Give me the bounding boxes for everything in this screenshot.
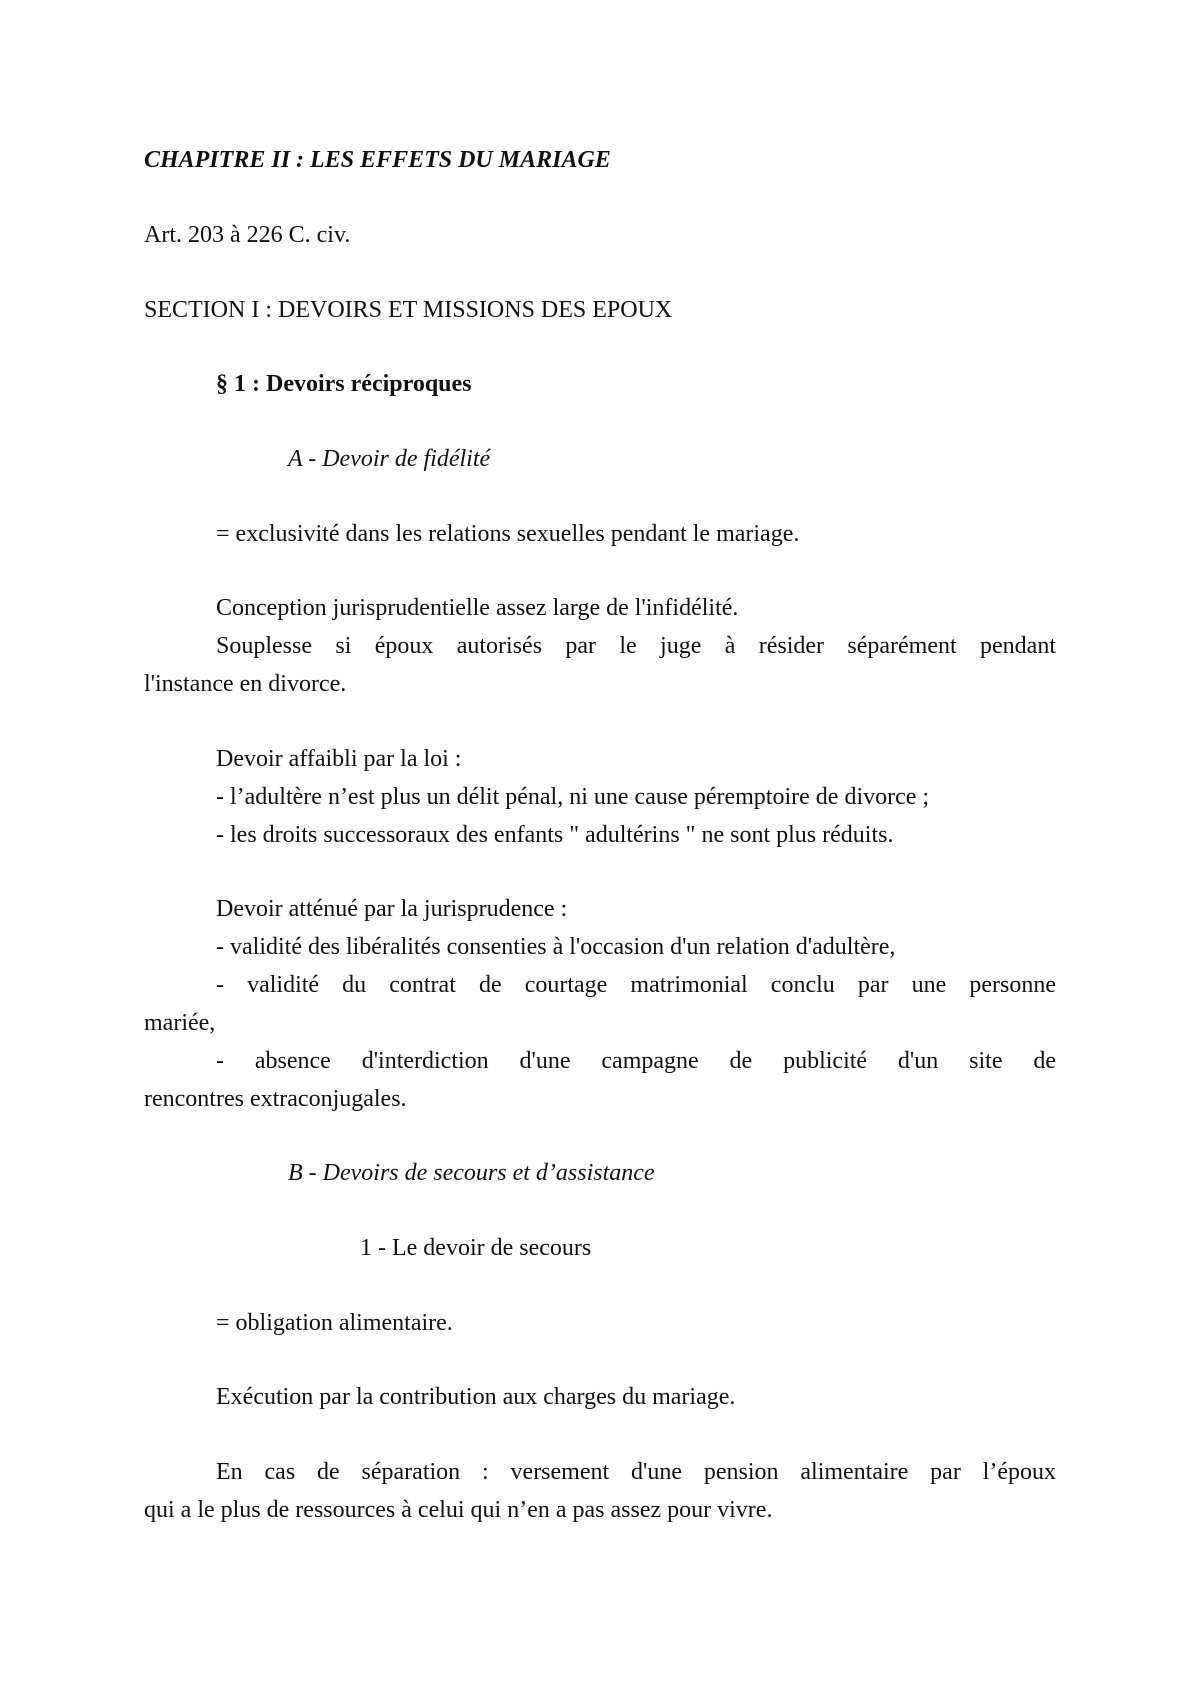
attenue-item-2-line2: mariée,	[144, 1010, 216, 1036]
attenue-item-2-line1: - validité du contrat de courtage matrimonial conclu par une personne	[216, 972, 1056, 998]
secours-definition: = obligation alimentaire.	[216, 1310, 453, 1336]
attenue-item-3-line1: - absence d'interdiction d'une campagne de publicité d'un site de	[216, 1048, 1056, 1074]
chapter-title: CHAPITRE II : LES EFFETS DU MARIAGE	[144, 147, 611, 173]
subheading-a: A - Devoir de fidélité	[288, 446, 491, 472]
secours-execution: Exécution par la contribution aux charges du mariage.	[216, 1384, 736, 1410]
attenue-item-3-line2: rencontres extraconjugales.	[144, 1086, 407, 1112]
affaibli-item-2: - les droits successoraux des enfants " adultérins " ne sont plus réduits.	[216, 822, 894, 848]
article-reference: Art. 203 à 226 C. civ.	[144, 222, 351, 248]
subheading-b: B - Devoirs de secours et d’assistance	[288, 1160, 655, 1186]
sub-subheading-1: 1 - Le devoir de secours	[360, 1235, 592, 1261]
fidelite-definition: = exclusivité dans les relations sexuelles pendant le mariage.	[216, 521, 800, 547]
affaibli-intro: Devoir affaibli par la loi :	[216, 746, 462, 772]
fidelite-conception: Conception jurisprudentielle assez large de l'infidélité.	[216, 595, 739, 621]
attenue-intro: Devoir atténué par la jurisprudence :	[216, 896, 568, 922]
fidelite-souplesse-line2: l'instance en divorce.	[144, 671, 347, 697]
fidelite-souplesse-line1: Souplesse si époux autorisés par le juge à résider séparément pendant	[216, 633, 1056, 659]
section-title: SECTION I : DEVOIRS ET MISSIONS DES EPOUX	[144, 297, 673, 323]
affaibli-item-1: - l’adultère n’est plus un délit pénal, ni une cause péremptoire de divorce ;	[216, 784, 930, 810]
secours-separation-line1: En cas de séparation : versement d'une pension alimentaire par l’époux	[216, 1459, 1056, 1485]
secours-separation-line2: qui a le plus de ressources à celui qui n’en a pas assez pour vivre.	[144, 1497, 773, 1523]
paragraph-heading: § 1 : Devoirs réciproques	[216, 371, 472, 397]
attenue-item-1: - validité des libéralités consenties à l'occasion d'un relation d'adultère,	[216, 934, 896, 960]
